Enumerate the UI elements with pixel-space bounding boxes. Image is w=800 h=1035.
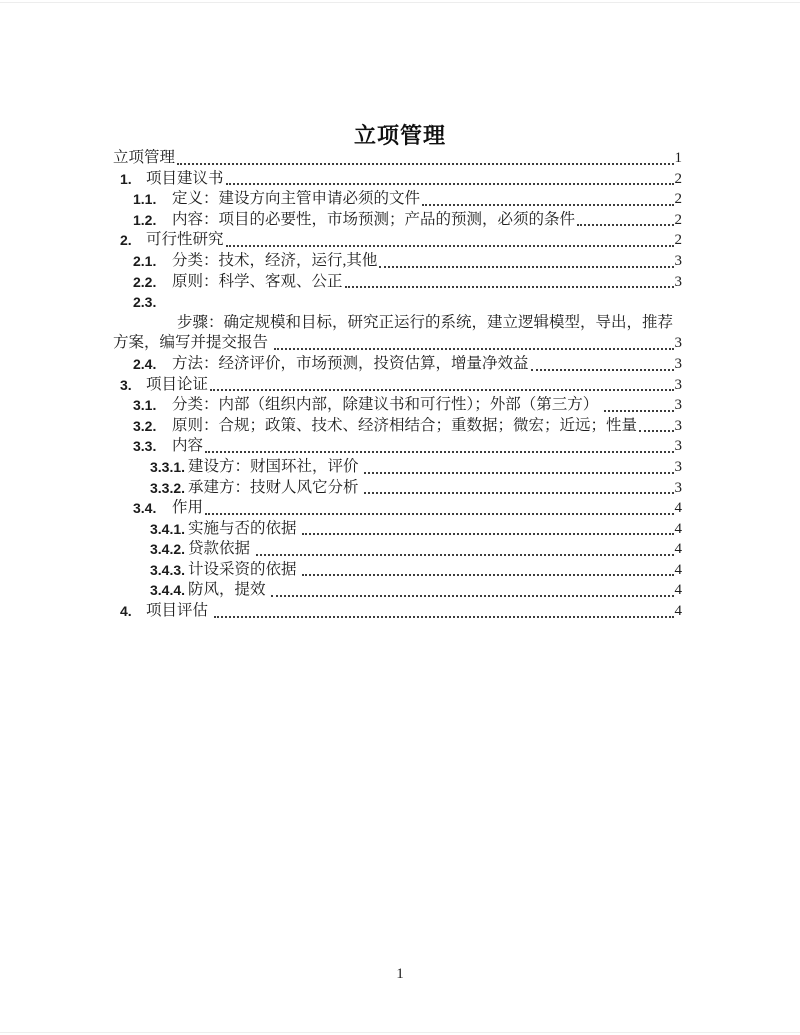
- toc-entry[interactable]: [113, 539, 682, 560]
- toc-entry[interactable]: [113, 498, 682, 519]
- toc-entry-number: 3.1.: [133, 397, 157, 414]
- toc-entry[interactable]: [113, 333, 682, 354]
- toc-entry[interactable]: [113, 416, 682, 437]
- toc-entry-text: 内容：项目的必要性，市场预测；产品的预测，必须的条件: [172, 210, 576, 228]
- toc-entry-text: 立项管理: [113, 149, 176, 166]
- toc-entry-number: 2.2.: [133, 273, 157, 290]
- toc-entry[interactable]: [113, 580, 682, 601]
- toc-entry-text: 方法：经济评价，市场预测，投资估算，增量净效益: [172, 354, 529, 372]
- toc-page-number: 3: [674, 458, 682, 475]
- dotted-leader: [379, 266, 673, 268]
- toc-page-number: 4: [674, 500, 682, 517]
- dotted-leader: [226, 183, 674, 185]
- toc-entry-text: 项目论证: [146, 375, 209, 393]
- toc-entry-number: 3.: [120, 376, 132, 393]
- dotted-leader: [210, 389, 673, 391]
- toc-entry-number: 3.4.1.: [150, 520, 186, 537]
- toc-entry[interactable]: [113, 560, 682, 581]
- toc-entry-number: 1.2.: [133, 211, 157, 228]
- toc-page-number: 3: [674, 335, 682, 352]
- toc-page-number: 3: [674, 355, 682, 372]
- toc-entry-number: 1.: [120, 170, 132, 187]
- dotted-leader: [302, 533, 673, 535]
- toc-entry[interactable]: [113, 292, 682, 313]
- page-edge-top: [0, 2, 800, 3]
- toc-entry-number: 3.2.: [133, 417, 157, 434]
- dotted-leader: [205, 451, 673, 453]
- toc-entry-text: 项目建议书: [146, 169, 224, 187]
- toc-entry[interactable]: [113, 354, 682, 375]
- toc-entry-number: 4.: [120, 603, 132, 620]
- dotted-leader: [531, 369, 674, 371]
- toc-entry-text: 项目评估: [146, 602, 212, 620]
- page-edge-bottom: [0, 1032, 800, 1033]
- toc-entry-text: 方案，编写并提交报告: [113, 334, 272, 352]
- toc-entry-text: 分类：内部（组织内部，除建议书和可行性）；外部（第三方）: [172, 396, 603, 414]
- toc-entry[interactable]: [113, 251, 682, 272]
- toc-entry-text: 贷款依据: [188, 540, 254, 558]
- toc-entry-number: 2.: [120, 232, 132, 249]
- toc-entry-number: 3.4.: [133, 500, 157, 517]
- toc-entry-text: 实施与否的依据: [188, 519, 301, 537]
- toc-entry-text: 作用: [172, 499, 204, 517]
- toc-entry-number: 1.1.: [133, 191, 157, 208]
- toc-page-number: 3: [674, 252, 682, 269]
- toc-entry-text: 建设方：财国环社，评价: [188, 457, 363, 475]
- toc-page-number: 3: [674, 417, 682, 434]
- toc-page-number: 2: [674, 170, 682, 187]
- toc-page-number: 4: [674, 561, 682, 578]
- dotted-leader: [271, 595, 673, 597]
- toc-entry-text: 防风，提效: [188, 581, 270, 599]
- dotted-leader: [577, 224, 673, 226]
- dotted-leader: [364, 492, 673, 494]
- toc-page-number: 2: [674, 232, 682, 249]
- toc-entry[interactable]: [113, 375, 682, 396]
- toc-page-number: 4: [674, 603, 682, 620]
- toc-entry-text: 分类：技术，经济，运行,其他: [172, 251, 378, 269]
- toc-entry-text: 原则：科学、客观、公正: [172, 272, 343, 290]
- toc-entry[interactable]: [113, 230, 682, 251]
- toc-page-number: 4: [674, 582, 682, 599]
- toc-page-number: 2: [674, 211, 682, 228]
- toc-entry[interactable]: [113, 148, 682, 169]
- table-of-contents: [113, 148, 682, 622]
- toc-page-number: 3: [674, 479, 682, 496]
- toc-entry[interactable]: [113, 210, 682, 231]
- toc-entry-text: 内容: [172, 437, 204, 455]
- toc-entry-text: 步骤：确定规模和目标，研究正运行的系统，建立逻辑模型，导出，推荐: [177, 313, 674, 331]
- toc-entry-number: 2.1.: [133, 252, 157, 269]
- toc-entry-number: 3.4.2.: [150, 541, 186, 558]
- toc-entry-number: 2.4.: [133, 355, 157, 372]
- toc-entry-number: 3.3.1.: [150, 458, 186, 475]
- toc-entry[interactable]: [113, 478, 682, 499]
- document-title: 立项管理: [353, 122, 446, 148]
- toc-entry[interactable]: [113, 519, 682, 540]
- toc-entry-number: 3.4.4.: [150, 582, 186, 599]
- toc-page-number: 1: [674, 150, 682, 166]
- toc-entry[interactable]: [113, 272, 682, 293]
- dotted-leader: [256, 554, 674, 556]
- toc-page-number: 3: [674, 376, 682, 393]
- toc-entry[interactable]: [113, 436, 682, 457]
- dotted-leader: [345, 286, 674, 288]
- dotted-leader: [274, 348, 674, 350]
- toc-entry-number: 2.3.: [133, 294, 157, 311]
- toc-page-number: 3: [674, 273, 682, 290]
- toc-entry[interactable]: [113, 601, 682, 622]
- dotted-leader: [639, 430, 673, 432]
- toc-entry-text: 承建方：技财人风它分析: [188, 478, 363, 496]
- toc-page-number: 4: [674, 541, 682, 558]
- dotted-leader: [422, 204, 673, 206]
- toc-page-number: 3: [674, 397, 682, 414]
- toc-entry-text: 计设采资的依据: [188, 560, 301, 578]
- dotted-leader: [302, 574, 673, 576]
- dotted-leader: [205, 513, 673, 515]
- toc-entry[interactable]: [113, 395, 682, 416]
- dotted-leader: [177, 163, 673, 165]
- footer-page-number: 1: [396, 966, 404, 982]
- toc-entry[interactable]: [113, 189, 682, 210]
- toc-entry-text: 定义：建设方向主管申请必须的文件: [172, 190, 421, 208]
- toc-entry-number: 3.3.: [133, 438, 157, 455]
- dotted-leader: [226, 245, 674, 247]
- dotted-leader: [364, 472, 673, 474]
- toc-entry[interactable]: [113, 313, 682, 334]
- toc-page-number: 3: [674, 438, 682, 455]
- toc-entry[interactable]: [113, 457, 682, 478]
- toc-entry-text: 原则：合规；政策、技术、经济相结合；重数据；微宏；近远；性量: [172, 416, 638, 434]
- toc-entry[interactable]: [113, 169, 682, 190]
- toc-entry-number: 3.4.3.: [150, 561, 186, 578]
- toc-entry-text: 可行性研究: [146, 231, 224, 249]
- toc-page-number: 2: [674, 191, 682, 208]
- dotted-leader: [214, 616, 674, 618]
- toc-entry-number: 3.3.2.: [150, 479, 186, 496]
- toc-page-number: 4: [674, 520, 682, 537]
- dotted-leader: [604, 410, 673, 412]
